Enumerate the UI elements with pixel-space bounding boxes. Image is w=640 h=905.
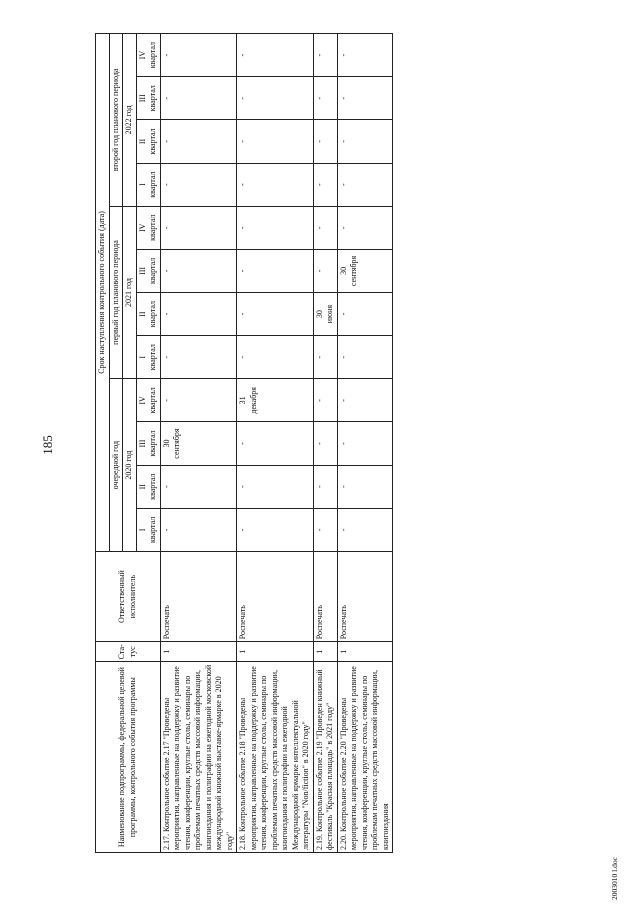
- header-year-2021: 2021 год: [123, 206, 137, 379]
- quarter-date-cell: [337, 249, 393, 292]
- date-day: -: [238, 312, 247, 316]
- header-period-2020: очередной год: [109, 379, 123, 552]
- date-day: -: [238, 226, 247, 230]
- quarter-date-cell: [337, 120, 393, 163]
- quarter-date-cell: [313, 336, 337, 379]
- date-day: -: [161, 312, 171, 316]
- date-day: -: [314, 53, 324, 57]
- quarter-date-cell: [337, 163, 393, 206]
- date-day: -: [338, 140, 348, 143]
- quarter-header: III квартал: [136, 422, 160, 465]
- date-day: 30: [161, 439, 171, 448]
- date-day: 31: [238, 396, 247, 405]
- header-responsible: Ответственный исполнитель: [96, 551, 161, 641]
- event-responsible: Роспечать: [237, 551, 314, 641]
- quarter-date-cell: [313, 465, 337, 508]
- date-day: -: [314, 183, 324, 186]
- date-day: -: [238, 442, 247, 445]
- date-month: сентября: [349, 255, 358, 287]
- date-day: -: [161, 96, 171, 100]
- quarter-date-cell: [160, 379, 237, 422]
- date-day: -: [161, 269, 171, 273]
- quarter-header: IV квартал: [136, 379, 160, 422]
- date-day: -: [161, 355, 171, 359]
- date-day: -: [338, 183, 348, 186]
- control-events-table: [95, 33, 393, 853]
- table-row: [237, 34, 314, 853]
- quarter-date-cell: [337, 465, 393, 508]
- quarter-date-cell: [337, 336, 393, 379]
- quarter-date-cell: [337, 206, 393, 249]
- quarter-date-cell: [313, 379, 337, 422]
- date-day: -: [238, 96, 247, 100]
- date-month: декабря: [248, 387, 258, 414]
- header-period-2022: второй год планового периода: [109, 34, 123, 207]
- date-day: -: [238, 53, 247, 57]
- header-group-title: Срок наступления контрольного события (дата): [96, 34, 110, 552]
- quarter-date-cell: [313, 120, 337, 163]
- header-name: Наименование подпрограммы, федеральной целевой программы, контрольного события программы: [96, 662, 161, 853]
- event-name: Контрольное событие 2.17 "Проведены мероприятия, направленные на поддержку и развитие чтения, конференции, круглые столы, семинары по проблемам печатных средств массовой информации, книгоиздания и полиграфии на ежегодной московской международной книжной выставке-ярмарке в 2020 году": [161, 664, 234, 850]
- event-number: 2.20.: [338, 834, 348, 850]
- event-status: 1: [160, 642, 237, 662]
- event-responsible: Роспечать: [313, 551, 337, 641]
- event-responsible: Роспечать: [337, 551, 393, 641]
- header-year-2022: 2022 год: [123, 34, 137, 207]
- date-day: -: [338, 485, 348, 489]
- date-day: -: [314, 485, 324, 489]
- date-month: сентября: [172, 428, 181, 459]
- quarter-date-cell: [160, 206, 237, 249]
- date-day: -: [238, 485, 247, 489]
- date-day: -: [314, 399, 324, 402]
- page-number: 185: [40, 435, 55, 455]
- quarter-date-cell: [313, 34, 337, 77]
- date-month: июня: [325, 304, 334, 324]
- quarter-date-cell: [313, 508, 337, 551]
- date-day: -: [161, 399, 171, 402]
- date-day: 30: [338, 266, 348, 275]
- quarter-date-cell: [160, 465, 237, 508]
- quarter-date-cell: [337, 293, 393, 336]
- event-number: 2.18.: [238, 834, 247, 850]
- quarter-date-cell: [237, 34, 314, 77]
- quarter-date-cell: [237, 206, 314, 249]
- date-day: -: [314, 226, 324, 230]
- date-day: -: [314, 269, 324, 273]
- date-day: -: [338, 53, 348, 57]
- date-day: -: [161, 140, 171, 143]
- header-year-2020: 2020 год: [123, 379, 137, 552]
- event-status: 1: [237, 642, 314, 662]
- event-name-cell: [337, 662, 393, 853]
- date-day: -: [238, 355, 247, 359]
- quarter-header: II квартал: [136, 293, 160, 336]
- quarter-date-cell: [337, 34, 393, 77]
- date-day: -: [338, 96, 348, 100]
- date-day: -: [338, 355, 348, 359]
- event-status: 1: [337, 642, 393, 662]
- quarter-date-cell: [337, 379, 393, 422]
- quarter-date-cell: [237, 120, 314, 163]
- quarter-header: I квартал: [136, 336, 160, 379]
- quarter-date-cell: [237, 336, 314, 379]
- quarter-date-cell: [160, 249, 237, 292]
- quarter-date-cell: [160, 336, 237, 379]
- quarter-date-cell: [237, 422, 314, 465]
- table-row: [337, 34, 393, 853]
- quarter-header: I квартал: [136, 508, 160, 551]
- event-name: Контрольное событие 2.18 "Проведены мероприятия, направленные на поддержку и развитие чтения, конференции, круглые столы, семинары по проблемам печатных средств массовой информации, книгоиздания и полиграфии на ежегодной Международной ярмарке интеллектуальной литературы "Non/fiction" в 2020 году": [238, 666, 310, 850]
- date-day: -: [338, 226, 348, 230]
- quarter-date-cell: [160, 422, 237, 465]
- quarter-date-cell: [160, 34, 237, 77]
- quarter-date-cell: [337, 508, 393, 551]
- event-number: 2.19.: [314, 834, 324, 850]
- quarter-date-cell: [160, 293, 237, 336]
- date-day: -: [338, 442, 348, 445]
- quarter-date-cell: [160, 508, 237, 551]
- quarter-date-cell: [313, 77, 337, 120]
- quarter-date-cell: [237, 249, 314, 292]
- event-name: Контрольное событие 2.19 "Проведен книжный фестиваль "Красная площадь" в 2021 году": [314, 669, 334, 850]
- quarter-date-cell: [160, 77, 237, 120]
- quarter-date-cell: [237, 465, 314, 508]
- event-name-cell: [313, 662, 337, 853]
- quarter-date-cell: [313, 163, 337, 206]
- header-period-2021: первый год планового периода: [109, 206, 123, 379]
- date-day: -: [161, 485, 171, 489]
- date-day: -: [238, 183, 247, 186]
- quarter-header: IV квартал: [136, 34, 160, 77]
- quarter-date-cell: [313, 293, 337, 336]
- quarter-date-cell: [313, 422, 337, 465]
- date-day: -: [238, 269, 247, 273]
- table-row: [160, 34, 237, 853]
- quarter-date-cell: [237, 293, 314, 336]
- table-row: [313, 34, 337, 853]
- date-day: -: [238, 528, 247, 532]
- quarter-header: I квартал: [136, 163, 160, 206]
- date-day: -: [238, 140, 247, 143]
- quarter-date-cell: [237, 77, 314, 120]
- header-status: Ста-тус: [96, 642, 161, 662]
- date-day: 30: [314, 310, 324, 319]
- event-name-cell: [237, 662, 314, 853]
- event-status: 1: [313, 642, 337, 662]
- date-day: -: [161, 528, 171, 532]
- date-day: -: [338, 399, 348, 402]
- quarter-date-cell: [160, 120, 237, 163]
- quarter-header: II квартал: [136, 465, 160, 508]
- quarter-date-cell: [237, 379, 314, 422]
- date-day: -: [314, 96, 324, 100]
- event-name-cell: [160, 662, 237, 853]
- quarter-date-cell: [237, 508, 314, 551]
- quarter-header: IV квартал: [136, 206, 160, 249]
- date-day: -: [338, 528, 348, 532]
- date-day: -: [314, 140, 324, 143]
- table-body: [160, 34, 393, 853]
- quarter-header: II квартал: [136, 120, 160, 163]
- event-name: Контрольное событие 2.20 "Проведены мероприятия, направленные на поддержку и развитие чтения, конференции, круглые столы, семинары по проблемам печатных средств массовой информации, книгоиздания: [338, 666, 390, 850]
- event-number: 2.17.: [161, 834, 171, 850]
- date-day: -: [314, 442, 324, 445]
- date-day: -: [161, 53, 171, 57]
- quarter-header: III квартал: [136, 77, 160, 120]
- quarter-date-cell: [337, 77, 393, 120]
- date-day: -: [314, 355, 324, 359]
- quarter-header: III квартал: [136, 249, 160, 292]
- quarter-date-cell: [313, 206, 337, 249]
- event-responsible: Роспечать: [160, 551, 237, 641]
- quarter-date-cell: [337, 422, 393, 465]
- document-id: 2003010 l.doc: [610, 857, 619, 900]
- quarter-date-cell: [237, 163, 314, 206]
- quarter-date-cell: [160, 163, 237, 206]
- quarter-date-cell: [313, 249, 337, 292]
- date-day: -: [161, 226, 171, 230]
- date-day: -: [314, 528, 324, 532]
- date-day: -: [338, 312, 348, 316]
- date-day: -: [161, 183, 171, 186]
